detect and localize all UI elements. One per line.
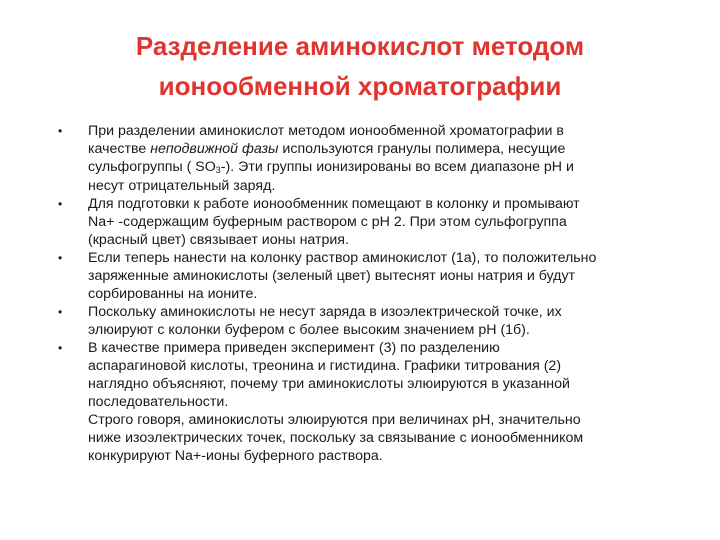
bullet-icon: •	[58, 251, 63, 265]
bullet-list	[58, 122, 698, 465]
text-line: Na+ -содержащим буферным раствором с pH 2. При этом сульфогруппа	[88, 214, 567, 230]
bullet-item	[58, 339, 698, 465]
text-line: Если теперь нанести на колонку раствор аминокислот (1а), то положительно	[88, 250, 597, 266]
text-line	[88, 158, 698, 177]
text-line: аспарагиновой кислоты, треонина и гистидина. Графики титрования (2)	[88, 358, 562, 374]
text-run: сульфогруппы ( SO	[88, 159, 216, 175]
text-line: конкурируют Na+-ионы буферного раствора.	[88, 448, 383, 464]
text-line: наглядно объясняют, почему три аминокислоты элюируются в указанной	[88, 376, 570, 392]
text-line: заряженные аминокислоты (зеленый цвет) вытеснят ионы натрия и будут	[88, 268, 576, 284]
text-line: При разделении аминокислот методом ионообменной хроматографии в	[88, 123, 564, 139]
title-line: ионообменной хроматографии	[158, 71, 562, 101]
text-line: несут отрицательный заряд.	[88, 178, 276, 194]
bullet-icon: •	[58, 305, 63, 319]
bullet-icon: •	[58, 124, 63, 138]
bullet-item	[58, 195, 698, 249]
bullet-icon: •	[58, 341, 63, 355]
text-line: В качестве примера приведен эксперимент (3) по разделению	[88, 340, 500, 356]
text-line: Строго говоря, аминокислоты элюируются при величинах pH, значительно	[88, 412, 581, 428]
text-run: -). Эти группы ионизированы во всем диапазоне pH и	[220, 159, 574, 175]
text-run: качестве	[88, 141, 151, 157]
text-line: элюируют с колонки буфером с более высоким значением pH (1б).	[88, 322, 530, 338]
bullet-item	[58, 303, 698, 339]
italic-term: неподвижной фазы	[150, 141, 279, 157]
text-line: Поскольку аминокислоты не несут заряда в изоэлектрической точке, их	[88, 304, 562, 320]
subscript: 3	[215, 165, 221, 175]
text-line: Для подготовки к работе ионообменник помещают в колонку и промывают	[88, 196, 580, 212]
bullet-item	[58, 122, 698, 195]
text-line: ниже изоэлектрических точек, поскольку за связывание с ионообменником	[88, 430, 584, 446]
text-line	[88, 140, 698, 158]
text-line: сорбированны на ионите.	[88, 286, 258, 302]
bullet-icon: •	[58, 197, 63, 211]
slide-title	[110, 26, 610, 106]
title-line: Разделение аминокислот методом	[135, 31, 585, 61]
bullet-item	[58, 249, 698, 303]
text-line: последовательности.	[88, 394, 229, 410]
text-line: (красный цвет) связывает ионы натрия.	[88, 232, 349, 248]
text-run: используются гранулы полимера, несущие	[278, 141, 566, 157]
